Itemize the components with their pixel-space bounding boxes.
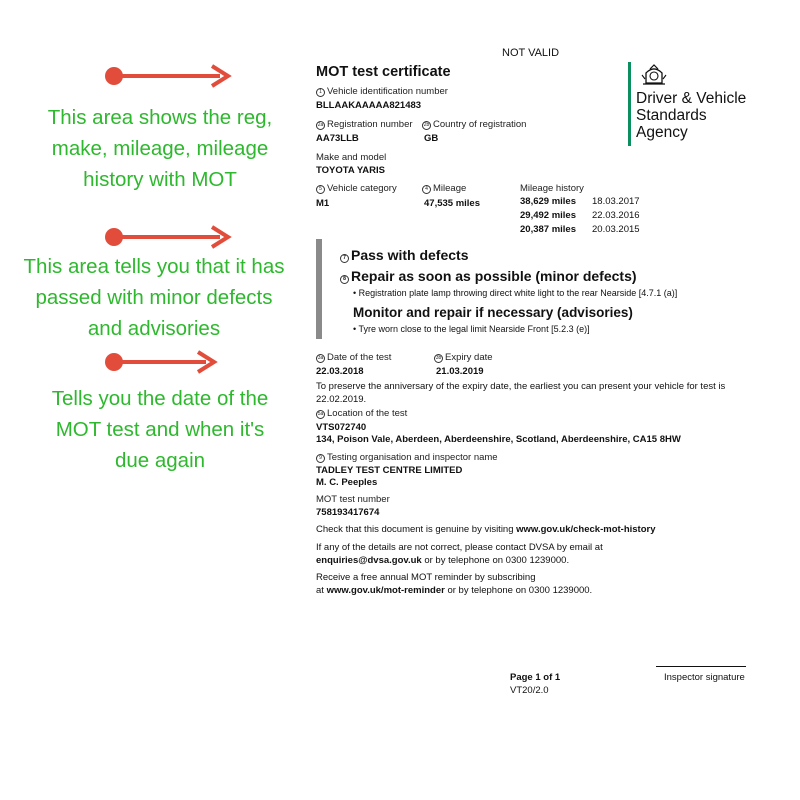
reminder-notice: Receive a free annual MOT reminder by subscribing	[316, 572, 536, 583]
earliest-date: 22.02.2019.	[316, 394, 367, 405]
result-heading: 7 Pass with defects	[340, 247, 469, 263]
category-label: 5 Vehicle category	[316, 183, 397, 194]
expiry-date-value: 21.03.2019	[436, 366, 484, 377]
test-number-label: MOT test number	[316, 494, 390, 505]
mileage-history-row: 29,492 miles 22.03.2016	[520, 210, 640, 221]
reminder-link[interactable]: www.gov.uk/mot-reminder	[326, 585, 445, 596]
royal-crest-icon	[640, 63, 668, 92]
repair-heading: 8 Repair as soon as possible (minor defects)	[340, 268, 637, 284]
check-notice: Check that this document is genuine by visiting www.gov.uk/check-mot-history	[316, 524, 656, 535]
country-value: GB	[424, 133, 439, 144]
agency-bar	[628, 62, 631, 146]
vin-value: BLLAAKAAAAA821483	[316, 100, 422, 111]
signature-label: Inspector signature	[664, 672, 745, 683]
vin-label: 1 Vehicle identification number	[316, 86, 448, 97]
annotation-test-dates: Tells you the date of the MOT test and when it's due again	[51, 387, 269, 472]
watermark: NOT VALID	[502, 47, 560, 59]
monitor-item: • Tyre worn close to the legal limit Nearside Front [5.2.3 (e)]	[353, 324, 590, 334]
test-date-label: 3a Date of the test	[317, 352, 392, 363]
mileage-history-label: Mileage history	[520, 183, 584, 194]
test-number-value: 758193417674	[316, 507, 380, 518]
location-code: VTS072740	[316, 422, 367, 433]
check-link[interactable]: www.gov.uk/check-mot-history	[516, 524, 656, 535]
result-bar	[316, 239, 322, 339]
repair-item: • Registration plate lamp throwing direct white light to the rear Nearside [4.7.1 (a)]	[353, 288, 678, 298]
page-title: MOT test certificate	[316, 64, 451, 80]
email-link[interactable]: enquiries@dvsa.gov.uk	[316, 555, 422, 566]
location-address: 134, Poison Vale, Aberdeen, Aberdeenshire, Scotland, Aberdeenshire, CA15 8HW	[316, 434, 681, 445]
organisation-name: TADLEY TEST CENTRE LIMITED	[316, 465, 463, 476]
organisation-label: 9 Testing organisation and inspector name	[316, 452, 498, 463]
annotation-reg-details: This area shows the reg, make, mileage, mileage history with MOT	[47, 106, 273, 191]
annotation-pass-defects: This area tells you that it has passed with minor defects and advisories	[23, 255, 285, 340]
country-label: 2b Country of registration	[423, 119, 527, 130]
contact-notice: If any of the details are not correct, please contact DVSA by email at	[316, 542, 603, 553]
mileage-history-row: 20,387 miles 20.03.2015	[520, 224, 640, 235]
mileage-history-row: 38,629 miles 18.03.2017	[520, 196, 640, 207]
arrow-icon	[100, 64, 240, 88]
mileage-label: 4 Mileage	[422, 183, 466, 194]
anniversary-note: To preserve the anniversary of the expiry date, the earliest you can present your vehicle for test is	[316, 381, 726, 392]
page-number: Page 1 of 1	[510, 672, 561, 683]
category-value: M1	[316, 198, 330, 209]
form-code: VT20/2.0	[510, 685, 549, 696]
signature-line	[656, 666, 746, 667]
inspector-name: M. C. Peeples	[316, 477, 378, 488]
monitor-heading: Monitor and repair if necessary (advisories)	[353, 305, 633, 320]
mileage-value: 47,535 miles	[424, 198, 480, 209]
arrow-icon	[100, 225, 240, 249]
make-model-value: TOYOTA YARIS	[316, 165, 385, 176]
registration-value: AA73LLB	[316, 133, 359, 144]
contact-details: enquiries@dvsa.gov.uk or by telephone on 0300 1239000.	[316, 555, 570, 566]
arrow-icon	[100, 350, 240, 374]
agency-name: Driver & Vehicle Standards Agency	[636, 90, 747, 141]
test-date-value: 22.03.2018	[316, 366, 364, 377]
registration-label: 2a Registration number	[317, 119, 413, 130]
reminder-details: at www.gov.uk/mot-reminder or by telephone on 0300 1239000.	[316, 585, 593, 596]
location-label: 5a Location of the test	[317, 408, 408, 419]
make-model-label: Make and model	[316, 152, 387, 163]
expiry-date-label: 3b Expiry date	[435, 352, 493, 363]
